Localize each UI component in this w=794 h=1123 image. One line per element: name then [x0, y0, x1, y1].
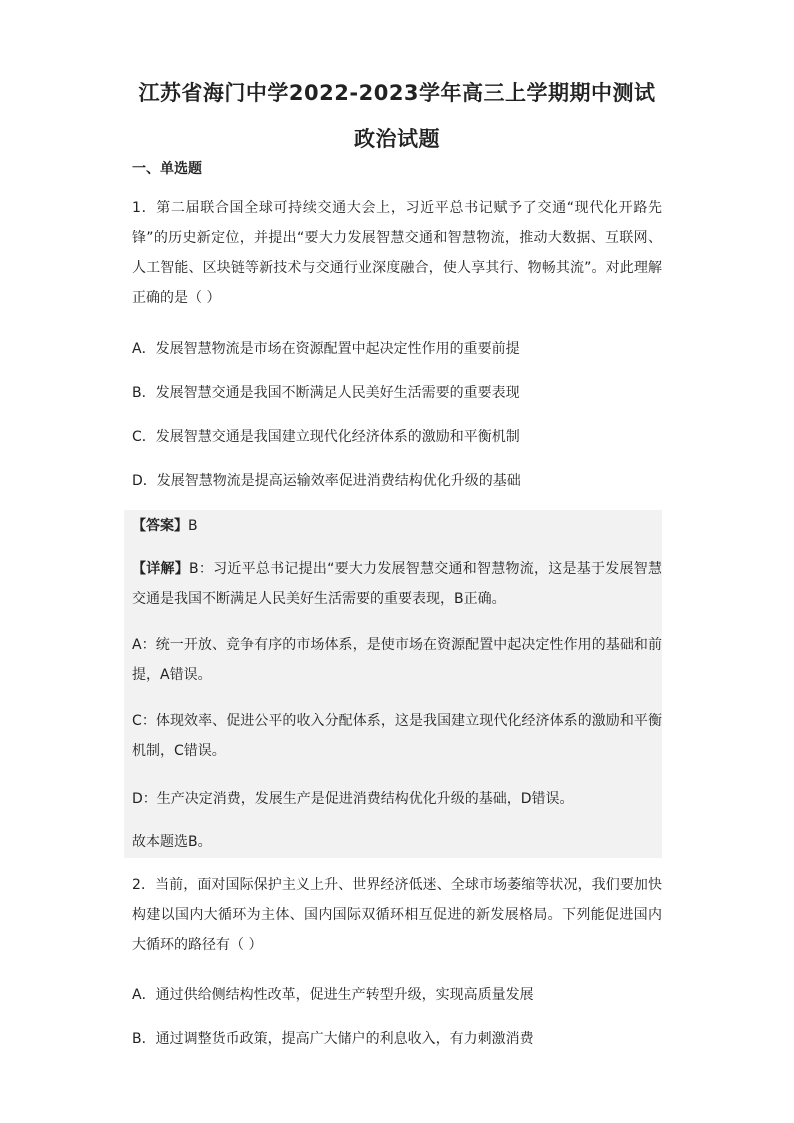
question-1-stem: 1．第二届联合国全球可持续交通大会上，习近平总书记赋予了交通“现代化开路先锋”的历史新定位，并提出“要大力发展智慧交通和智慧物流，推动大数据、互联网、人工智能、区块链等新技术与交通行业深度融合，使人享其行、物畅其流”。对此理解正确的是（ ） [132, 200, 662, 306]
detail-text: B：习近平总书记提出“要大力发展智慧交通和智慧物流，这是基于发展智慧交通是我国不断满足人民美好生活需要的重要表现，B正确。 [132, 561, 663, 607]
question-1-option-c: C．发展智慧交通是我国建立现代化经济体系的激励和平衡机制 [132, 429, 520, 445]
question-2-stem: 2．当前，面对国际保护主义上升、世界经济低迷、全球市场萎缩等状况，我们要加快构建以国内大循环为主体、国内国际双循环相互促进的新发展格局。下列能促进国内大循环的路径有（ ） [132, 877, 662, 953]
detail-paragraph [132, 554, 662, 614]
section-heading: 一、单选题 [132, 161, 202, 177]
document-title: 江苏省海门中学2022-2023学年高三上学期期中测试政治试题 [138, 81, 656, 151]
explanation-d: D：生产决定消费，发展生产是促进消费结构优化升级的基础，D错误。 [132, 791, 574, 807]
detail-label: 【详解】 [132, 561, 189, 577]
answer-value: B [188, 518, 198, 534]
explanation-conclusion: 故本题选B。 [132, 834, 212, 850]
question-2-option-a: A．通过供给侧结构性改革，促进生产转型升级，实现高质量发展 [132, 987, 534, 1003]
question-1-option-d: D．发展智慧物流是提高运输效率促进消费结构优化升级的基础 [132, 473, 521, 489]
question-1-option-a: A．发展智慧物流是市场在资源配置中起决定性作用的重要前提 [132, 341, 520, 357]
explanation-a: A：统一开放、竞争有序的市场体系，是使市场在资源配置中起决定性作用的基础和前提，A错误。 [132, 637, 662, 683]
question-1-option-b: B．发展智慧交通是我国不断满足人民美好生活需要的重要表现 [132, 385, 520, 401]
answer-label: 【答案】 [132, 518, 188, 534]
answer-line [132, 511, 662, 541]
explanation-c: C：体现效率、促进公平的收入分配体系，这是我国建立现代化经济体系的激励和平衡机制，C错误。 [132, 713, 662, 759]
question-2-option-b: B．通过调整货币政策，提高广大储户的利息收入，有力刺激消费 [132, 1031, 534, 1047]
